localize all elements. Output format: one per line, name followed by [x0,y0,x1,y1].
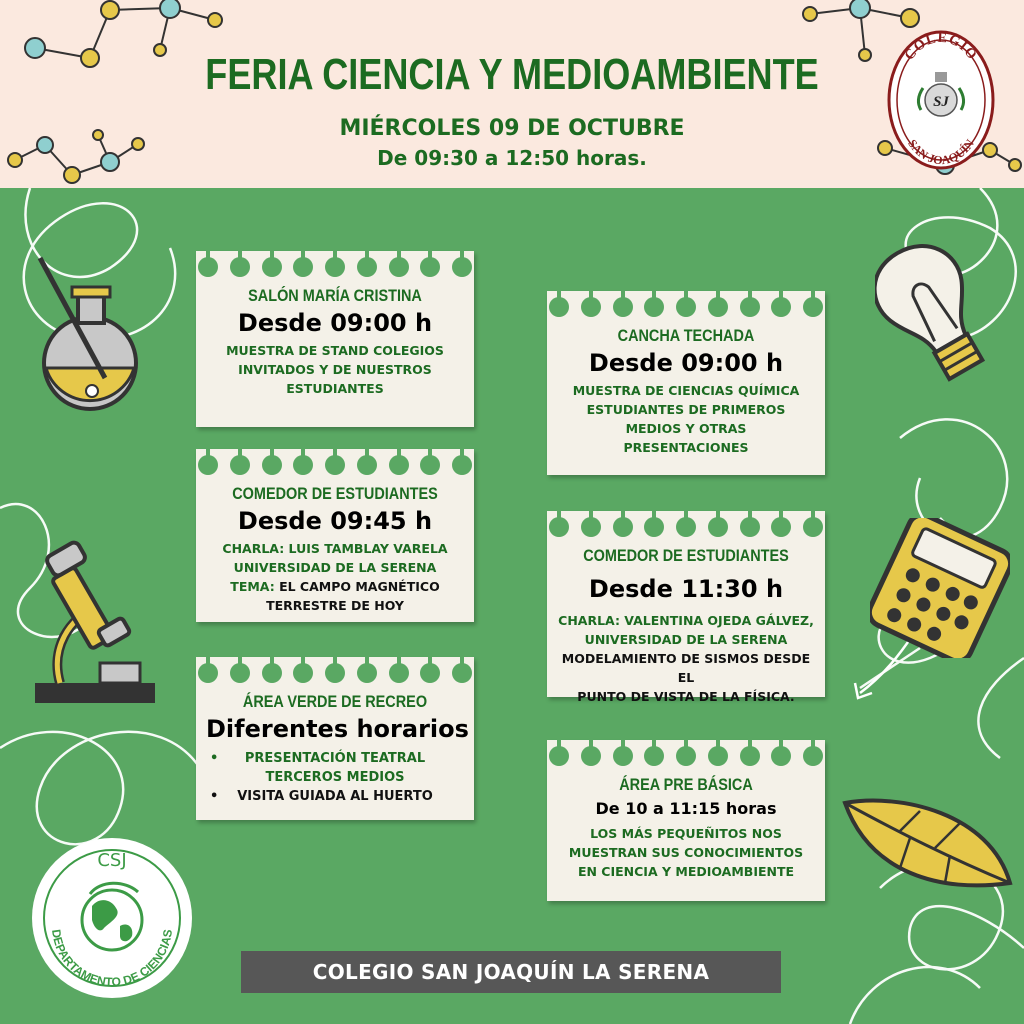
school-logo [887,30,995,170]
card-holes [196,257,474,279]
card-holes [547,297,825,319]
event-description: CHARLA: LUIS TAMBLAY VARELA UNIVERSIDAD DE LA SERENA TEMA: EL CAMPO MAGNÉTICO TERRESTRE DE HOY [222,541,448,613]
card-hole [357,663,377,683]
card-hole [708,746,728,766]
card-hole [613,297,633,317]
card-hole [771,746,791,766]
event-time: Desde 09:45 h [237,507,433,535]
event-card-salon [196,251,474,427]
card-hole [613,746,633,766]
card-hole [549,297,569,317]
event-location: SALÓN MARÍA CRISTINA [248,286,422,305]
main-area [0,188,1024,1024]
card-hole [613,517,633,537]
card-hole [262,455,282,475]
card-hole [581,746,601,766]
card-hole [803,517,823,537]
card-hole [357,257,377,277]
card-hole [262,257,282,277]
card-hole [293,257,313,277]
card-hole [325,257,345,277]
card-hole [676,746,696,766]
event-location: COMEDOR DE ESTUDIANTES [232,484,438,503]
event-hours: De 09:30 a 12:50 horas. [377,146,647,170]
header [0,0,1024,188]
event-card-prebasica [547,740,825,901]
card-hole [644,746,664,766]
card-hole [198,257,218,277]
card-hole [803,746,823,766]
list-item: • VISITA GUIADA AL HUERTO [210,789,433,804]
card-hole [452,257,472,277]
leaf-icon [840,793,1020,903]
card-hole [708,297,728,317]
card-hole [198,455,218,475]
svg-text:COLEGIO: COLEGIO [902,30,980,64]
event-location: ÁREA VERDE DE RECREO [242,692,428,711]
calculator-icon [870,518,1010,658]
card-hole [293,455,313,475]
event-bullets [206,749,464,806]
event-card-area-verde [196,657,474,820]
card-holes [547,517,825,539]
card-hole [420,455,440,475]
event-description: LOS MÁS PEQUEÑITOS NOS MUESTRAN SUS CONOCIMIENTOS EN CIENCIA Y MEDIOAMBIENTE [568,826,804,879]
card-hole [740,746,760,766]
card-hole [771,517,791,537]
card-hole [389,663,409,683]
event-time: De 10 a 11:15 horas [595,799,777,818]
card-hole [549,746,569,766]
card-hole [325,455,345,475]
card-hole [803,297,823,317]
page-title: FERIA CIENCIA Y MEDIOAMBIENTE [205,50,819,99]
microscope-icon [30,538,160,718]
event-description: MUESTRA DE CIENCIAS QUÍMICA ESTUDIANTES DE PRIMEROS MEDIOS Y OTRAS PRESENTACIONES [572,383,800,455]
card-hole [676,517,696,537]
card-hole [581,517,601,537]
card-hole [452,663,472,683]
event-location: CANCHA TECHADA [617,326,755,345]
event-date: MIÉRCOLES 09 DE OCTUBRE [339,116,685,141]
card-hole [230,455,250,475]
event-time: Desde 11:30 h [588,575,784,603]
card-hole [740,297,760,317]
event-time: Desde 09:00 h [237,309,433,337]
card-hole [676,297,696,317]
card-hole [389,257,409,277]
event-description: CHARLA: VALENTINA OJEDA GÁLVEZ, UNIVERSIDAD DE LA SERENA MODELAMIENTO DE SISMOS DESDE EL PUNTO DE VISTA DE LA FÍSICA. [558,613,814,704]
list-item: • PRESENTACIÓN TEATRAL [210,751,426,766]
card-hole [262,663,282,683]
card-hole [357,455,377,475]
event-description: MUESTRA DE STAND COLEGIOS INVITADOS Y DE NUESTROS ESTUDIANTES [226,343,444,396]
light-bulb-icon [875,238,1005,398]
card-holes [547,746,825,768]
card-hole [293,663,313,683]
card-hole [644,297,664,317]
card-holes [196,663,474,685]
card-hole [325,663,345,683]
card-hole [644,517,664,537]
card-hole [740,517,760,537]
svg-text:SAN JOAQUÍN: SAN JOAQUÍN [905,136,977,168]
svg-text:DEPARTAMENTO DE CIENCIAS: DEPARTAMENTO DE CIENCIAS [49,928,175,990]
card-hole [549,517,569,537]
event-location: ÁREA PRE BÁSICA [619,775,753,794]
event-time: Desde 09:00 h [588,349,784,377]
card-hole [420,663,440,683]
card-hole [581,297,601,317]
footer-banner: COLEGIO SAN JOAQUÍN LA SERENA [241,951,781,993]
list-item: TERCEROS MEDIOS [265,770,405,785]
event-location: COMEDOR DE ESTUDIANTES [583,546,789,565]
card-hole [198,663,218,683]
card-holes [196,455,474,477]
card-hole [452,455,472,475]
card-hole [230,663,250,683]
flask-icon [30,253,150,423]
card-hole [420,257,440,277]
svg-text:SJ: SJ [933,94,949,110]
event-card-cancha [547,291,825,475]
svg-text:CSJ: CSJ [97,850,127,871]
card-hole [389,455,409,475]
event-time: Diferentes horarios [206,715,469,743]
department-logo [30,836,195,1001]
card-hole [771,297,791,317]
event-card-comedor-1 [196,449,474,622]
event-card-comedor-2 [547,511,825,704]
card-hole [230,257,250,277]
card-hole [708,517,728,537]
